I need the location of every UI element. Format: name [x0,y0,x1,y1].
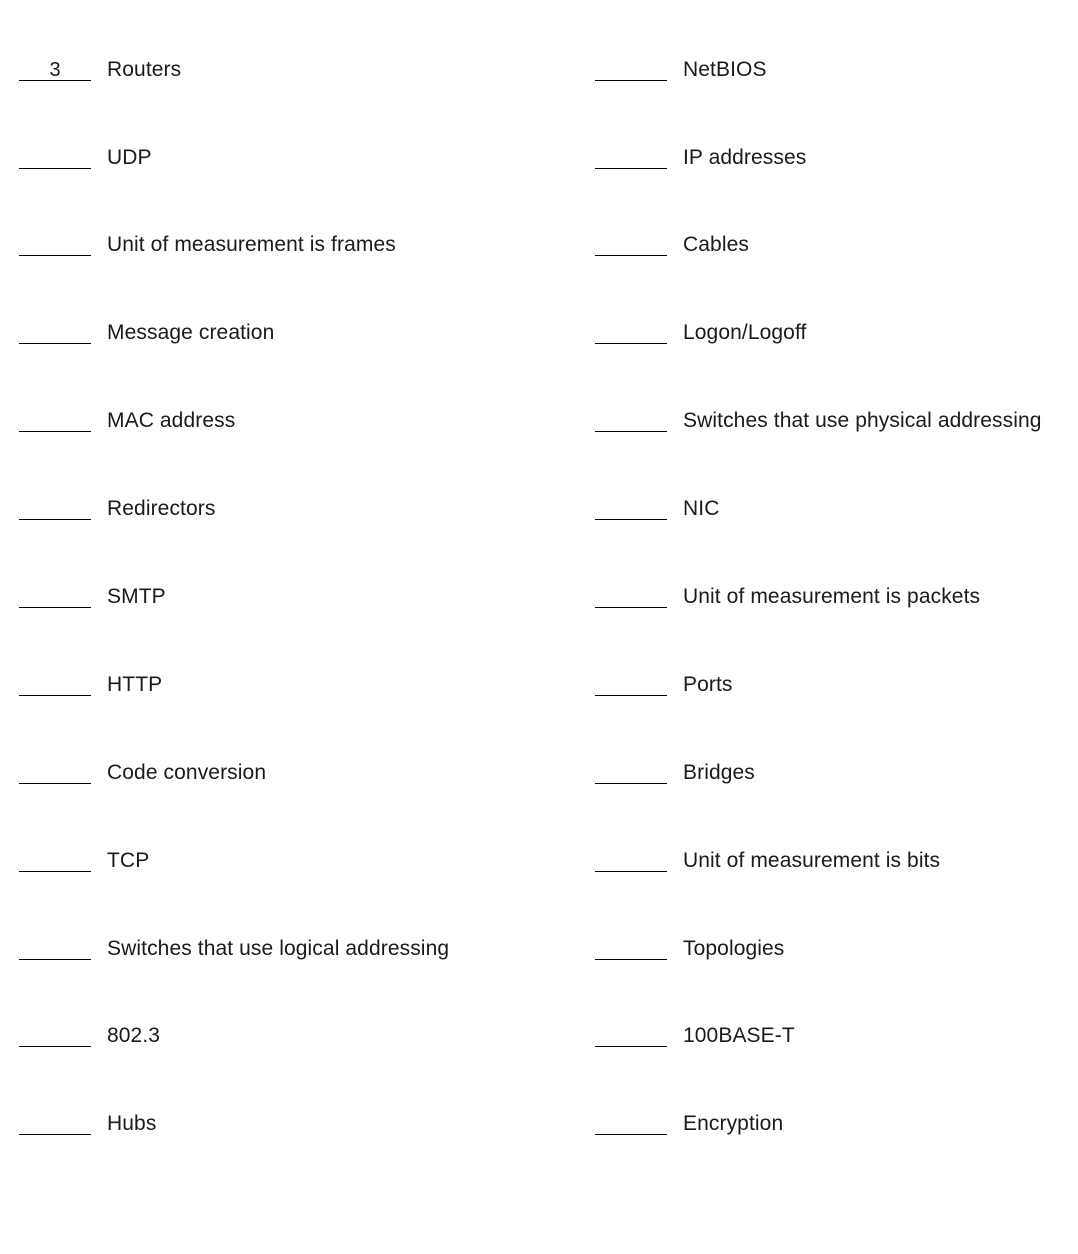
answer-blank[interactable] [19,762,91,784]
term-label: Topologies [683,937,785,960]
answer-blank[interactable] [19,1113,91,1135]
term-label: MAC address [107,409,236,432]
answer-blank[interactable] [595,322,667,344]
term-label: NetBIOS [683,58,767,81]
term-label: Message creation [107,321,275,344]
answer-blank[interactable] [19,498,91,520]
answer-blank[interactable] [19,938,91,960]
term-label: Hubs [107,1112,157,1135]
answer-blank[interactable] [595,850,667,872]
term-label: TCP [107,849,150,872]
term-label: Logon/Logoff [683,321,807,344]
answer-blank[interactable] [19,674,91,696]
answer-blank[interactable] [595,59,667,81]
answer-blank[interactable] [19,410,91,432]
term-label: Unit of measurement is frames [107,233,396,256]
term-label: Encryption [683,1112,784,1135]
answer-blank[interactable] [595,586,667,608]
term-label: Bridges [683,761,755,784]
answer-blank[interactable] [595,147,667,169]
term-label: Unit of measurement is bits [683,849,941,872]
term-label: Ports [683,673,733,696]
term-label: 100BASE-T [683,1024,795,1047]
term-label: NIC [683,497,720,520]
answer-blank[interactable] [19,322,91,344]
answer-blank[interactable] [595,938,667,960]
term-label: Switches that use logical addressing [107,937,450,960]
term-label: UDP [107,146,152,169]
term-label: 802.3 [107,1024,161,1047]
term-label: Redirectors [107,497,216,520]
answer-blank[interactable] [19,147,91,169]
term-label: Code conversion [107,761,267,784]
term-label: Cables [683,233,749,256]
term-label: IP addresses [683,146,807,169]
term-label: Unit of measurement is packets [683,585,981,608]
answer-blank[interactable] [19,1025,91,1047]
term-label: SMTP [107,585,166,608]
answer-blank[interactable] [595,1025,667,1047]
answer-blank[interactable] [19,850,91,872]
answer-blank[interactable] [19,586,91,608]
answer-blank[interactable] [19,234,91,256]
term-label: Switches that use physical addressing [683,409,1042,432]
term-label: Routers [107,58,182,81]
term-label: HTTP [107,673,163,696]
answer-blank[interactable] [595,410,667,432]
answer-blank[interactable] [595,234,667,256]
answer-blank[interactable] [595,674,667,696]
answer-blank[interactable] [595,1113,667,1135]
answer-blank[interactable]: 3 [19,59,91,81]
answer-blank[interactable] [595,762,667,784]
answer-blank[interactable] [595,498,667,520]
